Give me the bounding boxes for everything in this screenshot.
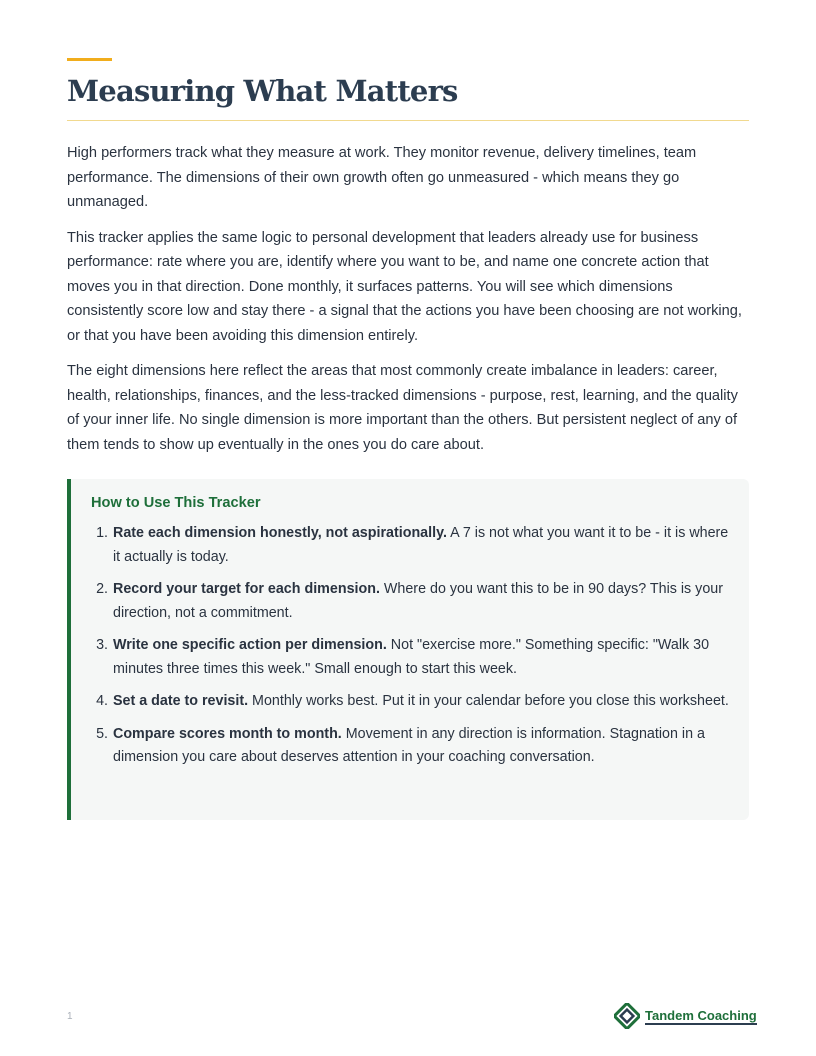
step-number: 5.: [96, 725, 108, 742]
step-heading: Record your target for each dimension.: [113, 581, 380, 597]
step-number: 4.: [96, 693, 108, 709]
intro-paragraph-2: This tracker applies the same logic to personal development that leaders already use for business performance: rate where you are, identify where you want to be, and name one concrete action that moves you in that direction. Done monthly, it surfaces patterns. You will see which dimensions consistently score low and stay there - a signal that the actions you have been choosing are not working, or that you have been avoiding this dimension entirely.: [67, 229, 742, 344]
step-item: [91, 578, 731, 625]
how-to-callout: [67, 479, 749, 820]
steps-list: [91, 522, 731, 779]
intro-paragraph-3: The eight dimensions here reflect the areas that most commonly create imbalance in leaders: career, health, relationships, finances, and the less-tracked dimensions - purpose, rest, learning, and the quality of your inner life. No single dimension is more important than the others. But persistent neglect of any of them tends to show up eventually in the ones you do care about.: [67, 363, 738, 453]
step-number: 3.: [96, 637, 108, 653]
intro-paragraph-1: High performers track what they measure at work. They monitor revenue, delivery timelines, team performance. The dimensions of their own growth often go unmeasured - which means they go unmanaged.: [67, 145, 697, 210]
step-heading: Set a date to revisit.: [113, 693, 249, 709]
diamond-logo-icon: [614, 1003, 640, 1029]
step-text: Monthly works best. Put it in your calendar before you close this worksheet.: [248, 693, 729, 709]
brand-logo: [614, 1003, 757, 1029]
step-heading: Write one specific action per dimension.: [113, 637, 387, 653]
page-number: 1: [67, 1011, 73, 1022]
step-heading: Rate each dimension honestly, not aspirationally.: [113, 525, 447, 541]
step-item: [91, 690, 731, 714]
step-item: [91, 634, 731, 681]
step-number: 2.: [96, 581, 108, 597]
callout-title: How to Use This Tracker: [91, 495, 261, 511]
title-divider: [67, 120, 749, 121]
title-accent-bar: [67, 58, 112, 61]
step-heading: Compare scores month to month.: [113, 725, 342, 742]
step-item: [91, 522, 731, 569]
step-item: [91, 723, 731, 770]
brand-name: Tandem Coaching: [645, 1007, 757, 1023]
step-number: 1.: [96, 525, 108, 541]
step-text: A 7 is not what you want it to be - it is where it actually is today.: [113, 525, 729, 565]
step-text: Not "exercise more." Something specific: "Walk 30 minutes three times this week." Small enough to start this week.: [113, 637, 710, 677]
intro-section: [67, 141, 749, 468]
page-title: Measuring What Matters: [67, 74, 458, 108]
step-text: Where do you want this to be in 90 days? This is your direction, not a commitment.: [113, 581, 723, 621]
step-text: Movement in any direction is information. Stagnation in a dimension you care about deserves attention in your coaching conversation.: [113, 725, 705, 765]
